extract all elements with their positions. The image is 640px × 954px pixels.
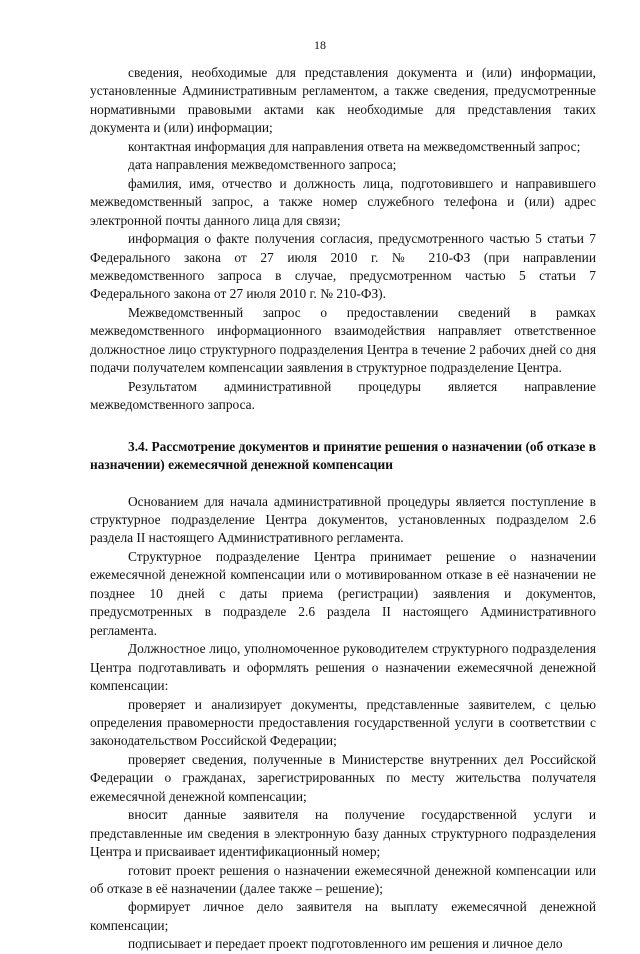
paragraph: проверяет сведения, полученные в Министерстве внутренних дел Российской Федерации о гражданах, зарегистрированных по месту жительства получателя ежемесячной денежной компенсации;	[90, 751, 596, 804]
paragraph: Структурное подразделение Центра принимает решение о назначении ежемесячной денежной компенсации или о мотивированном отказе в её назначении не позднее 10 дней с даты приема (регистрации) заявления и документов, предусмотренных в подразделе 2.6 раздела II настоящего Административного регламента.	[90, 548, 596, 638]
paragraph: Межведомственный запрос о предоставлении сведений в рамках межведомственного информационного взаимодействия направляет ответственное должностное лицо структурного подразделения Центра в течение 2 рабочих дней со дня подачи получателем компенсации заявления в структурное подразделение Центра.	[90, 304, 596, 376]
paragraph: контактная информация для направления ответа на межведомственный запрос;	[128, 138, 581, 154]
page-number: 18	[314, 38, 326, 52]
section-heading: 3.4. Рассмотрение документов и принятие решения о назначении (об отказе в назначении) ежемесячной денежной компенсации	[90, 438, 596, 473]
paragraph: подписывает и передает проект подготовленного им решения и личное дело	[128, 936, 563, 952]
paragraph: дата направления межведомственного запроса;	[128, 157, 397, 173]
paragraph: формирует личное дело заявителя на выплату ежемесячной денежной компенсации;	[90, 899, 596, 933]
paragraph: Основанием для начала административной процедуры является поступление в структурное подразделение Центра документов, установленных подразделом 2.6 раздела II настоящего Административного регламента.	[90, 493, 596, 546]
paragraph: Результатом административной процедуры является направление межведомственного запроса.	[90, 378, 596, 413]
document-body	[90, 64, 596, 954]
paragraph: информация о факте получения согласия, предусмотренного частью 5 статьи 7 Федерального закона от 27 июля 2010 г. № 210-ФЗ (при направлении межведомственного запроса в случае, предусмотренном частью 5 статьи 7 Федерального закона от 27 июля 2010 г. № 210-ФЗ).	[90, 231, 596, 302]
paragraph: Должностное лицо, уполномоченное руководителем структурного подразделения Центра подготавливать и оформлять решения о назначении ежемесячной денежной компенсации:	[90, 641, 596, 694]
paragraph: сведения, необходимые для представления документа и (или) информации, установленные Административным регламентом, а также сведения, предусмотренные нормативными правовыми актами как необходимые для представления таких документа и (или) информации;	[90, 65, 596, 136]
paragraph: готовит проект решения о назначении ежемесячной денежной компенсации или об отказе в её назначении (далее также – решение);	[90, 862, 596, 897]
paragraph: фамилия, имя, отчество и должность лица, подготовившего и направившего межведомственный запрос, а также номер служебного телефона и (или) адрес электронной почты данного лица для связи;	[90, 175, 596, 228]
paragraph: вносит данные заявителя на получение государственной услуги и представленные им сведения в электронную базу данных структурного подразделения Центра и присваивает идентификационный номер;	[90, 807, 596, 860]
paragraph: проверяет и анализирует документы, представленные заявителем, с целью определения правомерности предоставления государственной услуги в соответствии с законодательством Российской Федерации;	[90, 696, 596, 749]
